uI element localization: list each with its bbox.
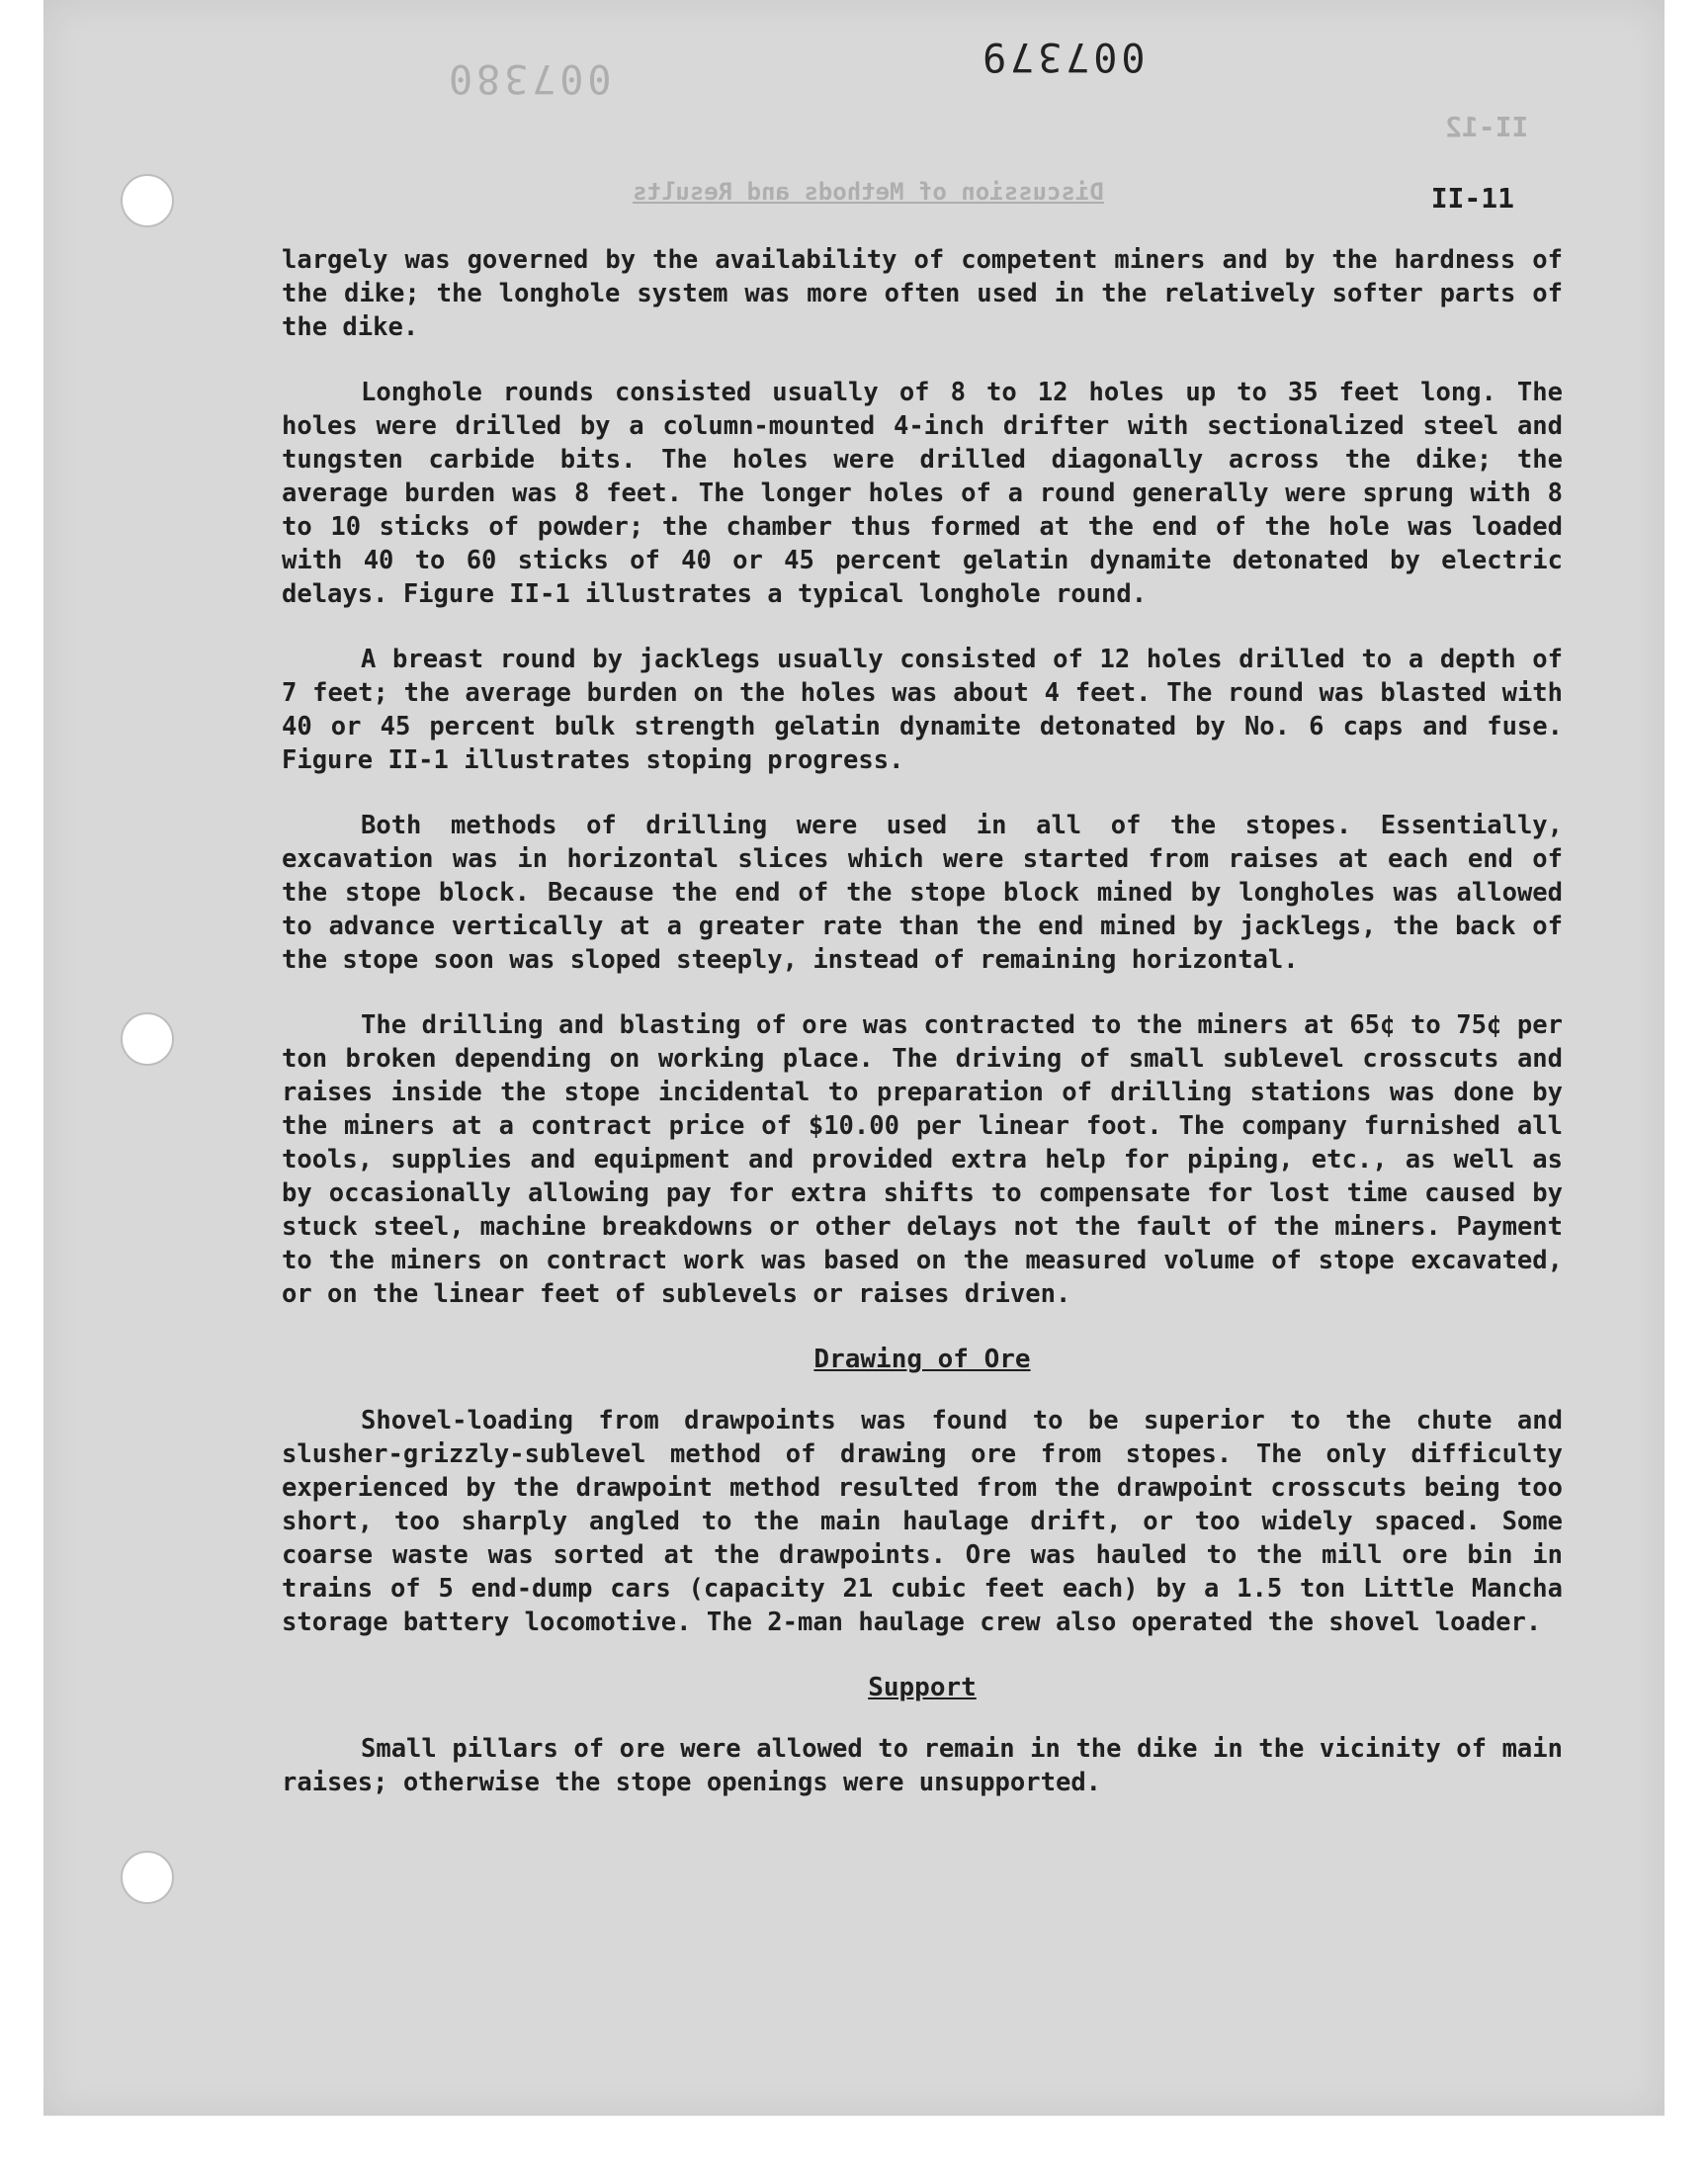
- heading-drawing-of-ore: Drawing of Ore: [813, 1345, 1031, 1374]
- punch-hole-top: [121, 174, 174, 227]
- document-stamp-number: 007379: [979, 34, 1146, 79]
- paragraph-breast-round: A breast round by jacklegs usually consisted of 12 holes drilled to a depth of 7 feet; the average burden on the holes was about 4 feet. The round was blasted with 40 or 45 percent bulk strength gelatin dynamite detonated by No. 6 caps and fuse. Figure II-1 illustrates stoping progress.: [282, 645, 1563, 775]
- heading-support: Support: [868, 1673, 977, 1702]
- punch-hole-middle: [121, 1012, 174, 1066]
- document-body: [282, 243, 1563, 1831]
- paragraph-support: Small pillars of ore were allowed to remain in the dike in the vicinity of main raises; otherwise the stope openings were unsupported.: [282, 1734, 1563, 1797]
- paragraph-continuation: largely was governed by the availability of competent miners and by the hardness of the dike; the longhole system was more often used in the relatively softer parts of the dike.: [282, 245, 1563, 342]
- page-number: II-11: [1430, 182, 1514, 215]
- punch-hole-bottom: [121, 1851, 174, 1904]
- bleedthrough-header: Discussion of Methods and Results: [633, 178, 1104, 206]
- paragraph-longhole-rounds: Longhole rounds consisted usually of 8 to 12 holes up to 35 feet long. The holes were drilled by a column-mounted 4-inch drifter with sectionalized steel and tungsten carbide bits. The holes were drilled diagonally across the dike; the average burden was 8 feet. The longer holes of a round generally were sprung with 8 to 10 sticks of powder; the chamber thus formed at the end of the hole was loaded with 40 to 60 sticks of 40 or 45 percent gelatin dynamite detonated by electric delays. Figure II-1 illustrates a typical longhole round.: [282, 378, 1563, 609]
- paragraph-drawing-of-ore: Shovel-loading from drawpoints was found to be superior to the chute and slusher-grizzly-sublevel method of drawing ore from stopes. The only difficulty experienced by the drawpoint method resulted from the drawpoint crosscuts being too short, too sharply angled to the main haulage drift, or too widely spaced. Some coarse waste was sorted at the drawpoints. Ore was hauled to the mill ore bin in trains of 5 end-dump cars (capacity 21 cubic feet each) by a 1.5 ton Little Mancha storage battery locomotive. The 2-man haulage crew also operated the shovel loader.: [282, 1406, 1563, 1637]
- bleedthrough-page-number: II-12: [1445, 111, 1529, 143]
- bleedthrough-stamp-number: 007380: [445, 55, 612, 101]
- paragraph-drilling-methods: Both methods of drilling were used in all of the stopes. Essentially, excavation was in horizontal slices which were started from raises at each end of the stope block. Because the end of the stope block mined by longholes was allowed to advance vertically at a greater rate than the end mined by jacklegs, the back of the stope soon was sloped steeply, instead of remaining horizontal.: [282, 811, 1563, 975]
- paragraph-contract-payment: The drilling and blasting of ore was contracted to the miners at 65¢ to 75¢ per ton broken depending on working place. The driving of small sublevel crosscuts and raises inside the stope incidental to preparation of drilling stations was done by the miners at a contract price of $10.00 per linear foot. The company furnished all tools, supplies and equipment and provided extra help for piping, etc., as well as by occasionally allowing pay for extra shifts to compensate for lost time caused by stuck steel, machine breakdowns or other delays not the fault of the miners. Payment to the miners on contract work was based on the measured volume of stope excavated, or on the linear feet of sublevels or raises driven.: [282, 1010, 1563, 1309]
